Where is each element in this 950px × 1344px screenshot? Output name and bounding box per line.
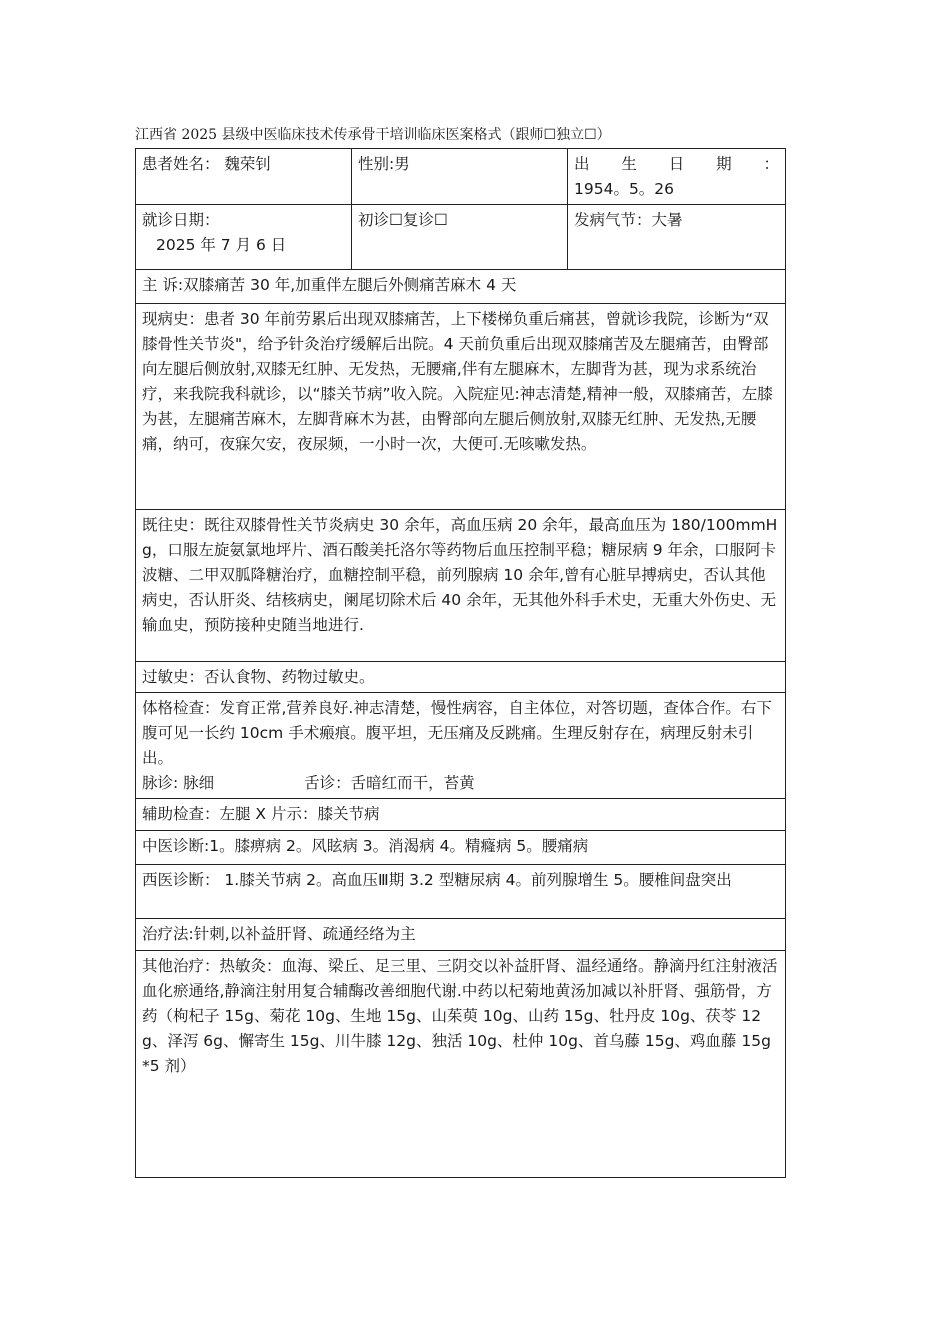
tcm-diagnosis-row <box>136 831 786 865</box>
other-treatment: 其他治疗：热敏灸：血海、梁丘、足三里、三阴交以补益肝肾、温经通络。静滴丹红注射液活血化瘀通络,静滴注射用复合辅酶改善细胞代谢.中药以杞菊地黄汤加减以补肝肾、强筋骨，方药（枸杞子 15g、菊花 10g、生地 15g、山茱萸 10g、山药 15g、牡丹皮 10g、茯苓 12g、泽泻 6g、懈寄生 15g、川牛膝 12g、独活 10g、杜仲 10g、首乌藤 15g、鸡血藤 15g *5 剂） <box>136 951 786 1178</box>
physical-exam-row <box>136 693 786 799</box>
onset-season: 发病气节：大暑 <box>574 211 683 229</box>
birth-date-cell <box>568 149 786 205</box>
pulse-diagnosis: 脉诊: 脉细 <box>142 774 215 792</box>
physical-exam-cell <box>136 693 786 799</box>
other-treatment-row <box>136 951 786 1178</box>
visit-date-value: 2025 年 7 月 6 日 <box>156 236 287 254</box>
auxiliary-exam-row <box>136 799 786 831</box>
medical-record-table <box>135 148 786 1178</box>
past-history-row <box>136 510 786 662</box>
patient-gender: 性别:男 <box>358 155 410 173</box>
patient-name-cell <box>136 149 352 205</box>
chief-complaint-row <box>136 270 786 304</box>
visit-type: 初诊☐复诊☐ <box>358 211 448 229</box>
present-illness: 现病史：患者 30 年前劳累后出现双膝痛苦，上下楼梯负重后痛甚，曾就诊我院，诊断为“双膝骨性关节炎"，给予针灸治疗缓解后出院。4 天前负重后出现双膝痛苦及左腿痛苦，由臀部向左腿后侧放射,双膝无红肿、无发热，无腰痛,伴有左腿麻木，左脚背为甚，现为求系统治疗，来我院我科就诊，以“膝关节病”收入院。入院症见:神志清楚,精神一般，双膝痛苦，左膝为甚，左腿痛苦麻木，左脚背麻木为甚，由臀部向左腿后侧放射,双膝无红肿、无发热,无腰痛，纳可，夜寐欠安，夜尿频，一小时一次，大便可.无咳嗽发热。 <box>136 304 786 510</box>
pulse-tongue-line <box>142 771 779 796</box>
present-illness-row <box>136 304 786 510</box>
onset-season-cell <box>568 205 786 270</box>
treatment-principle-row <box>136 919 786 951</box>
past-history: 既往史：既往双膝骨性关节炎病史 30 余年，高血压病 20 余年，最高血压为 180/100mmHg，口服左旋氨氯地坪片、酒石酸美托洛尔等药物后血压控制平稳；糖尿病 9 年余，口服阿卡波糖、二甲双胍降糖治疗，血糖控制平稳，前列腺病 10 余年,曾有心脏早搏病史，否认其他病史，否认肝炎、结核病史，阑尾切除术后 40 余年，无其他外科手术史，无重大外伤史、无输血史，预防接种史随当地进行. <box>136 510 786 662</box>
allergy-history: 过敏史：否认食物、药物过敏史。 <box>136 662 786 693</box>
western-diagnosis-row <box>136 865 786 919</box>
patient-name: 患者姓名： 魏荣钊 <box>142 155 271 173</box>
auxiliary-exam: 辅助检查：左腿 X 片示：膝关节病 <box>136 799 786 831</box>
chief-complaint: 主 诉:双膝痛苦 30 年,加重伴左腿后外侧痛苦麻木 4 天 <box>136 270 786 304</box>
birth-date-label: 出 生 日 期 ： <box>574 155 779 173</box>
treatment-principle: 治疗法:针刺,以补益肝肾、疏通经络为主 <box>136 919 786 951</box>
document-title: 江西省 2025 县级中医临床技术传承骨干培训临床医案格式（跟师☐独立☐） <box>135 127 611 143</box>
western-diagnosis: 西医诊断： 1.膝关节病 2。高血压Ⅲ期 3.2 型糖尿病 4。前列腺增生 5。腰椎间盘突出 <box>136 865 786 919</box>
tcm-diagnosis: 中医诊断:1。膝痹病 2。风眩病 3。消渴病 4。精癃病 5。腰痛病 <box>136 831 786 865</box>
visit-date-label: 就诊日期： <box>142 211 220 229</box>
allergy-row <box>136 662 786 693</box>
physical-exam: 体格检查：发育正常,营养良好.神志清楚，慢性病容，自主体位，对答切题，查体合作。右下腹可见一长约 10cm 手术瘢痕。腹平坦，无压痛及反跳痛。生理反射存在，病理反射未引出。 <box>142 699 772 767</box>
gender-cell <box>352 149 568 205</box>
birth-date-value: 1954。5。26 <box>574 180 675 198</box>
visit-info-row <box>136 205 786 270</box>
tongue-diagnosis: 舌诊：舌暗红而干，苔黄 <box>304 774 475 792</box>
patient-info-row <box>136 149 786 205</box>
visit-date-cell <box>136 205 352 270</box>
visit-type-cell <box>352 205 568 270</box>
